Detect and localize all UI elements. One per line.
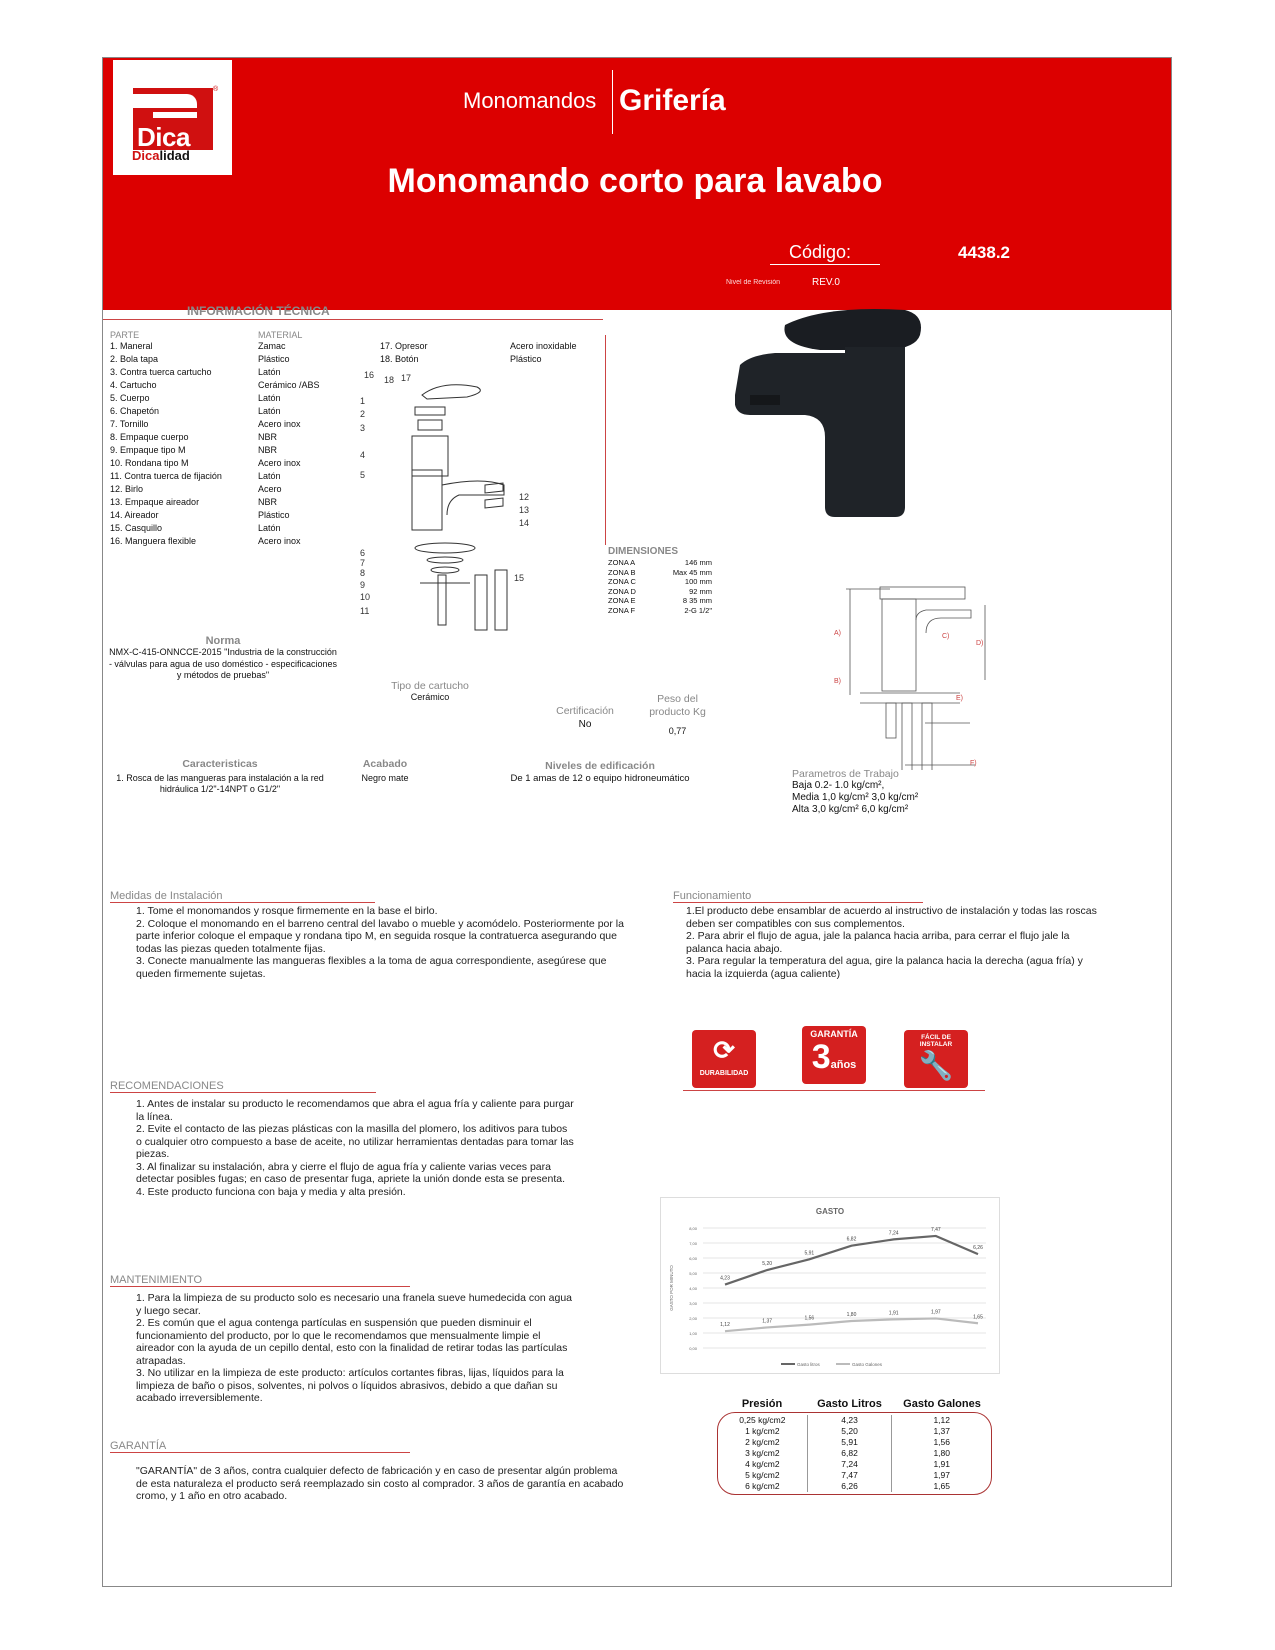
- dimension-row: [608, 558, 712, 568]
- flow-cell: 7,24: [808, 1459, 893, 1470]
- badges-underline: [683, 1090, 985, 1091]
- mantenimiento-list: [136, 1292, 576, 1405]
- header-presion: Presión: [741, 1398, 783, 1410]
- acabado-block: [345, 758, 425, 783]
- diagram-label: 11: [360, 606, 370, 616]
- funcionamiento-item: 3. Para regular la temperatura del agua, gire la palanca hacia la derecha (agua fría) y hacia la izquierda (agua caliente): [686, 955, 1083, 980]
- mantenimiento-underline: [110, 1286, 410, 1287]
- logo-word: Dica: [137, 122, 190, 152]
- part-row: [110, 405, 400, 418]
- y-tick-label: 6,00: [689, 1256, 697, 1261]
- part-row: [110, 444, 400, 457]
- recomendaciones-title: RECOMENDACIONES: [110, 1080, 224, 1092]
- funcionamiento-list: [686, 905, 1106, 980]
- part-row: [110, 483, 400, 496]
- dimension-zone: ZONA F: [608, 605, 636, 615]
- product-image: [735, 305, 955, 530]
- dimension-drawing: [830, 585, 990, 770]
- data-label: 5,20: [762, 1261, 773, 1267]
- mantenimiento-item: 3. No utilizar en la limpieza de este producto: artículos cortantes fibras, lijas, líquidos para la limpieza de baño o pisos, solventes, ni polvos o líquidos abrasivos, debido a que dañan su acabado irreversiblemente.: [136, 1367, 564, 1404]
- dimension-zone: ZONA A: [608, 558, 636, 567]
- part-row: [110, 496, 400, 509]
- logo-tagline: [132, 148, 190, 163]
- flow-table: [717, 1398, 992, 1495]
- flow-cell: 4 kg/cm2: [718, 1459, 808, 1470]
- flow-row: [718, 1426, 991, 1437]
- funcionamiento-title: Funcionamiento: [673, 890, 752, 902]
- mantenimiento-item: 2. Es común que el agua contenga partículas en suspensión que pueden disminuir el funcionamiento del producto, por lo que le recomendamos que mensualmente limpie el aireador con la ayuda de un cepillo dental, esto con la finalidad de retirar todas las partículas atrapadas.: [136, 1317, 568, 1367]
- tech-info-title: INFORMACIÓN TÉCNICA: [187, 304, 330, 318]
- dimension-zone: ZONA D: [608, 586, 636, 596]
- easy-install-badge: [904, 1030, 968, 1088]
- y-tick-label: 4,00: [689, 1286, 697, 1291]
- gasto-chart: [660, 1197, 1000, 1374]
- part-material: Plástico: [258, 510, 290, 520]
- part-row: [110, 418, 400, 431]
- norma-text: NMX-C-415-ONNCCE-2015 "Industria de la construcción - válvulas para agua de uso doméstico - especificaciones y métodos de pruebas": [108, 647, 338, 680]
- warranty-unit: años: [830, 1059, 857, 1071]
- dimension-row: [608, 606, 712, 616]
- page-title: Monomando corto para lavabo: [387, 162, 883, 200]
- column-divider: [605, 335, 606, 545]
- drawing-label: F): [970, 760, 977, 767]
- parametros-block: [792, 768, 922, 816]
- diagram-label: 8: [360, 568, 366, 578]
- instalacion-item: 2. Coloque el monomando en el barreno central del lavabo o mueble y acomódelo. Posteriormente por la parte inferior coloque el empaque y rondana tipo M, en seguida rosque la contratuerca asegurando que todas las piezas queden totalmente fijas.: [136, 917, 624, 955]
- part-row: [110, 457, 400, 470]
- flow-row: [718, 1459, 991, 1470]
- diagram-label: 1: [360, 396, 366, 406]
- header-litros: Gasto Litros: [817, 1398, 882, 1410]
- flow-table-body: [717, 1412, 992, 1495]
- diagram-label: 10: [360, 592, 371, 602]
- part-name: 6. Chapetón: [110, 406, 160, 416]
- worker-wrench-icon: 🔧: [918, 1050, 954, 1081]
- part-material: Latón: [258, 471, 281, 481]
- instalacion-item: 3. Conecte manualmente las mangueras flexibles a la toma de agua correspondiente, asegúrese que queden firmemente sujetas.: [136, 955, 607, 980]
- parametros-lines: [792, 780, 922, 816]
- part-material: NBR: [258, 497, 278, 507]
- part-material: Acero inox: [258, 419, 301, 429]
- niveles-block: [495, 760, 705, 784]
- part-row: [110, 353, 400, 366]
- drawing-label: D): [976, 640, 984, 647]
- parts-list-extra: [380, 340, 610, 366]
- part-row: [110, 535, 400, 548]
- cartucho-value: Cerámico: [410, 692, 450, 702]
- warranty-badge: [802, 1026, 866, 1084]
- diagram-label: 14: [519, 518, 530, 528]
- revision-label: Nivel de Revisión: [726, 279, 781, 286]
- recomendaciones-list: [136, 1098, 576, 1198]
- mantenimiento-title: MANTENIMIENTO: [110, 1274, 203, 1286]
- flow-cell: 6,26: [808, 1481, 893, 1492]
- part-material: Plástico: [510, 354, 542, 364]
- data-label: 1,56: [804, 1315, 815, 1322]
- garantia-underline: [110, 1452, 410, 1453]
- chart-title: GASTO: [815, 1207, 845, 1216]
- y-tick-label: 8,00: [689, 1226, 697, 1231]
- flow-cell: 4,23: [808, 1415, 893, 1426]
- part-name: 13. Empaque aireador: [110, 497, 200, 507]
- norma-title: Norma: [205, 635, 241, 647]
- part-material: Acero inox: [258, 458, 301, 468]
- logo-tagline-black: lidad: [159, 148, 190, 163]
- cartucho-block: [370, 680, 490, 702]
- dimension-row: [608, 596, 712, 606]
- revision-value: REV.0: [812, 277, 840, 288]
- flow-cell: 0,25 kg/cm2: [718, 1415, 808, 1426]
- niveles-value: De 1 amas de 12 o equipo hidroneumático: [510, 773, 690, 784]
- data-label: 7,24: [888, 1230, 899, 1237]
- flow-cell: 1,12: [933, 1415, 950, 1425]
- part-material: Latón: [258, 393, 281, 403]
- parametro-line: Media 1,0 kg/cm² 3,0 kg/cm²: [792, 792, 919, 803]
- recomendacion-item: 4. Este producto funciona con baja y media y alta presión.: [136, 1185, 406, 1198]
- data-label: 1,37: [762, 1318, 773, 1325]
- dimension-value: 92 mm: [689, 586, 712, 596]
- dimension-value: Max 45 mm: [672, 567, 712, 577]
- diagram-label: 13: [519, 505, 530, 515]
- part-name: 10. Rondana tipo M: [110, 458, 189, 468]
- dimension-zone: ZONA B: [608, 567, 636, 577]
- drawing-label: C): [942, 633, 950, 640]
- part-row: [110, 522, 400, 535]
- certificacion-value: No: [578, 719, 592, 730]
- instalacion-underline: [110, 902, 375, 903]
- parametro-line: Baja 0.2- 1.0 kg/cm²,: [792, 780, 885, 791]
- data-label: 5,91: [804, 1250, 815, 1257]
- y-tick-label: 7,00: [689, 1241, 697, 1246]
- flow-cell: 1,65: [933, 1481, 950, 1491]
- registered-mark: ®: [213, 86, 219, 93]
- flow-cell: 5 kg/cm2: [718, 1470, 808, 1481]
- peso-value: 0,77: [668, 726, 687, 736]
- part-material: Acero: [258, 484, 282, 494]
- flow-row: [718, 1470, 991, 1481]
- diagram-label: 4: [360, 450, 366, 460]
- flow-cell: 2 kg/cm2: [718, 1437, 808, 1448]
- instalacion-list: [136, 905, 641, 980]
- recomendacion-item: 1. Antes de instalar su producto le recomendamos que abra el agua fría y caliente para purgar la línea.: [136, 1098, 574, 1123]
- data-label: 6,82: [846, 1236, 857, 1243]
- garantia-text: "GARANTÍA" de 3 años, contra cualquier defecto de fabricación y en caso de presentar algún problema de esta naturaleza el producto será reemplazado sin costo al comprador. 3 años de garantía en acabado cromo, y 1 año en otro acabado.: [136, 1465, 624, 1502]
- flow-row: [718, 1415, 991, 1426]
- part-name: 2. Bola tapa: [110, 354, 159, 364]
- diagram-label: 15: [514, 573, 525, 583]
- niveles-title: Niveles de edificación: [545, 760, 655, 772]
- part-name: 17. Opresor: [380, 341, 428, 351]
- parametros-title: Parametros de Trabajo: [792, 768, 899, 780]
- y-tick-label: 0,00: [689, 1346, 697, 1351]
- caracteristicas-title: Caracteristicas: [182, 758, 258, 770]
- data-label: 1,12: [720, 1322, 730, 1329]
- part-name: 16. Manguera flexible: [110, 536, 197, 546]
- part-row: [110, 379, 400, 392]
- dimension-value: 2-G 1/2": [684, 605, 712, 615]
- dimension-value: 146 mm: [684, 558, 712, 567]
- part-material: Acero inoxidable: [510, 341, 577, 351]
- y-tick-label: 2,00: [689, 1316, 697, 1321]
- drawing-label: A): [834, 630, 841, 637]
- part-name: 18. Botón: [380, 354, 419, 364]
- part-name: 5. Cuerpo: [110, 393, 150, 403]
- dica-logo: [113, 60, 232, 175]
- cartucho-title: Tipo de cartucho: [391, 680, 469, 692]
- garantia-title: GARANTÍA: [110, 1440, 167, 1452]
- y-tick-label: 5,00: [689, 1271, 697, 1276]
- part-row: [110, 431, 400, 444]
- funcionamiento-underline: [673, 902, 923, 903]
- part-material: Latón: [258, 406, 281, 416]
- flow-cell: 1,97: [933, 1470, 950, 1480]
- dimension-zone: ZONA C: [608, 577, 636, 586]
- instalacion-item: 1. Tome el monomandos y rosque firmemente en la base el birlo.: [136, 905, 438, 917]
- certificacion-block: [545, 705, 625, 730]
- diagram-label: 6: [360, 548, 366, 558]
- drawing-label: E): [956, 695, 963, 702]
- certificacion-title: Certificación: [556, 705, 614, 717]
- flow-cell: 1,56: [933, 1437, 950, 1447]
- recomendacion-item: 3. Al finalizar su instalación, abra y cierre el flujo de agua fría y caliente varias veces para detectar posibles fugas; en caso de presentar fuga, apriete la unión donde esta se presenta.: [136, 1160, 566, 1185]
- part-material: Acero inox: [258, 536, 301, 546]
- parts-list: [110, 340, 400, 548]
- part-row: [110, 470, 400, 483]
- y-tick-label: 3,00: [689, 1301, 697, 1306]
- part-row: [110, 392, 400, 405]
- part-material: Cerámico /ABS: [258, 380, 320, 390]
- y-tick-label: 1,00: [689, 1331, 697, 1336]
- part-row: [110, 509, 400, 522]
- peso-title: Peso del producto Kg: [649, 693, 706, 718]
- tech-info-underline: [103, 319, 603, 320]
- part-material: Plástico: [258, 354, 290, 364]
- dimension-value: 8 35 mm: [682, 596, 712, 605]
- part-material: NBR: [258, 432, 278, 442]
- logo-tagline-red: Dica: [132, 148, 160, 163]
- drawing-label: B): [834, 678, 841, 685]
- durability-badge: [692, 1030, 756, 1088]
- flow-row: [718, 1448, 991, 1459]
- code-underline: [770, 264, 880, 265]
- diagram-label: 9: [360, 580, 366, 590]
- norma-block: [108, 635, 338, 682]
- flow-cell: 1,37: [933, 1426, 950, 1436]
- easy-install-label: FÁCIL DE INSTALAR: [919, 1034, 953, 1048]
- part-name: 1. Maneral: [110, 341, 153, 351]
- legend-label: Gasto litros: [797, 1362, 820, 1367]
- warranty-years: 3: [811, 1038, 831, 1076]
- dimension-value: 100 mm: [684, 577, 712, 586]
- dimension-zone: ZONA E: [608, 596, 636, 605]
- flow-cell: 7,47: [808, 1470, 893, 1481]
- part-material: Latón: [258, 367, 281, 377]
- brand-line: Grifería: [619, 84, 726, 117]
- part-header: PARTE: [110, 330, 140, 340]
- diagram-label: 16: [364, 370, 375, 380]
- category-label: Monomandos: [463, 88, 597, 113]
- flow-cell: 5,91: [808, 1437, 893, 1448]
- instalacion-title: Medidas de Instalación: [110, 890, 223, 902]
- part-row: [380, 353, 610, 366]
- recomendacion-item: 2. Evite el contacto de las piezas plásticas con la masilla del plomero, los aditivos para tubos o cualquier otro compuesto a base de aceite, no utilizar herramientas dentadas para tomar las piezas.: [136, 1123, 574, 1160]
- material-header: MATERIAL: [258, 330, 303, 340]
- caracteristicas-value: 1. Rosca de las mangueras para instalación a la red hidráulica 1/2"-14NPT o G1/2": [116, 773, 324, 794]
- data-label: 7,47: [930, 1226, 941, 1233]
- diagram-label: 18: [384, 375, 395, 385]
- part-material: Latón: [258, 523, 281, 533]
- part-material: NBR: [258, 445, 278, 455]
- part-name: 14. Aireador: [110, 510, 159, 520]
- part-row: [110, 366, 400, 379]
- part-row: [380, 340, 610, 353]
- data-label: 1,80: [846, 1312, 857, 1318]
- diagram-label: 12: [519, 492, 530, 502]
- flow-cell: 1,80: [933, 1448, 950, 1458]
- clock-arrows-icon: ⟳: [713, 1035, 735, 1065]
- part-name: 12. Birlo: [110, 484, 144, 494]
- data-label: 1,65: [973, 1314, 983, 1321]
- flow-cell: 5,20: [808, 1426, 893, 1437]
- dimension-row: [608, 587, 712, 597]
- funcionamiento-item: 1.El producto debe ensamblar de acuerdo al instructivo de instalación y todas las roscas deben ser compatibles con sus complementos.: [686, 905, 1097, 930]
- exploded-diagram: [360, 370, 540, 650]
- diagram-label: 17: [401, 373, 412, 383]
- flow-cell: 1,91: [933, 1459, 950, 1469]
- data-label: 1,91: [888, 1310, 899, 1317]
- dimensions-title: DIMENSIONES: [608, 546, 679, 557]
- caracteristicas-block: [110, 758, 330, 795]
- peso-block: [640, 693, 715, 736]
- part-name: 11. Contra tuerca de fijación: [110, 471, 222, 481]
- data-label: 1,97: [930, 1309, 941, 1316]
- code-value: 4438.2: [958, 243, 1010, 262]
- acabado-value: Negro mate: [361, 773, 409, 783]
- part-name: 7. Tornillo: [110, 419, 149, 429]
- part-name: 15. Casquillo: [110, 523, 163, 533]
- dimensions-table: [608, 558, 712, 615]
- data-label: 6,26: [973, 1245, 983, 1252]
- y-axis-label: GASTO POR MINUTO: [669, 1265, 674, 1311]
- dimension-row: [608, 568, 712, 578]
- flow-row: [718, 1481, 991, 1492]
- part-material: Zamac: [258, 341, 286, 351]
- acabado-title: Acabado: [362, 758, 408, 770]
- flow-cell: 6 kg/cm2: [718, 1481, 808, 1492]
- flow-cell: 3 kg/cm2: [718, 1448, 808, 1459]
- durability-label: DURABILIDAD: [699, 1070, 749, 1077]
- diagram-label: 2: [360, 409, 366, 419]
- funcionamiento-item: 2. Para abrir el flujo de agua, jale la palanca hacia arriba, para cerrar el flujo jale la palanca hacia abajo.: [686, 930, 1070, 955]
- flow-table-header: [717, 1398, 992, 1410]
- data-label: 4,23: [720, 1275, 730, 1282]
- dimension-row: [608, 577, 712, 587]
- recomendaciones-underline: [110, 1092, 376, 1093]
- part-row: [110, 340, 400, 353]
- warranty-label: GARANTÍA: [810, 1029, 858, 1039]
- part-name: 4. Cartucho: [110, 380, 157, 390]
- flow-cell: 1 kg/cm2: [718, 1426, 808, 1437]
- part-name: 9. Empaque tipo M: [110, 445, 186, 455]
- code-label: Código:: [789, 242, 852, 262]
- diagram-label: 5: [360, 470, 366, 480]
- diagram-label: 3: [360, 423, 366, 433]
- part-name: 8. Empaque cuerpo: [110, 432, 189, 442]
- flow-cell: 6,82: [808, 1448, 893, 1459]
- flow-row: [718, 1437, 991, 1448]
- header-divider: [612, 70, 613, 134]
- diagram-label: 7: [360, 558, 366, 568]
- mantenimiento-item: 1. Para la limpieza de su producto solo es necesario una franela sueve humedecida con agua y luego secar.: [136, 1292, 573, 1317]
- parametro-line: Alta 3,0 kg/cm² 6,0 kg/cm²: [792, 804, 909, 815]
- legend-label: Gasto Galones: [852, 1362, 883, 1367]
- header-galones: Gasto Galones: [903, 1398, 981, 1410]
- part-name: 3. Contra tuerca cartucho: [110, 367, 212, 377]
